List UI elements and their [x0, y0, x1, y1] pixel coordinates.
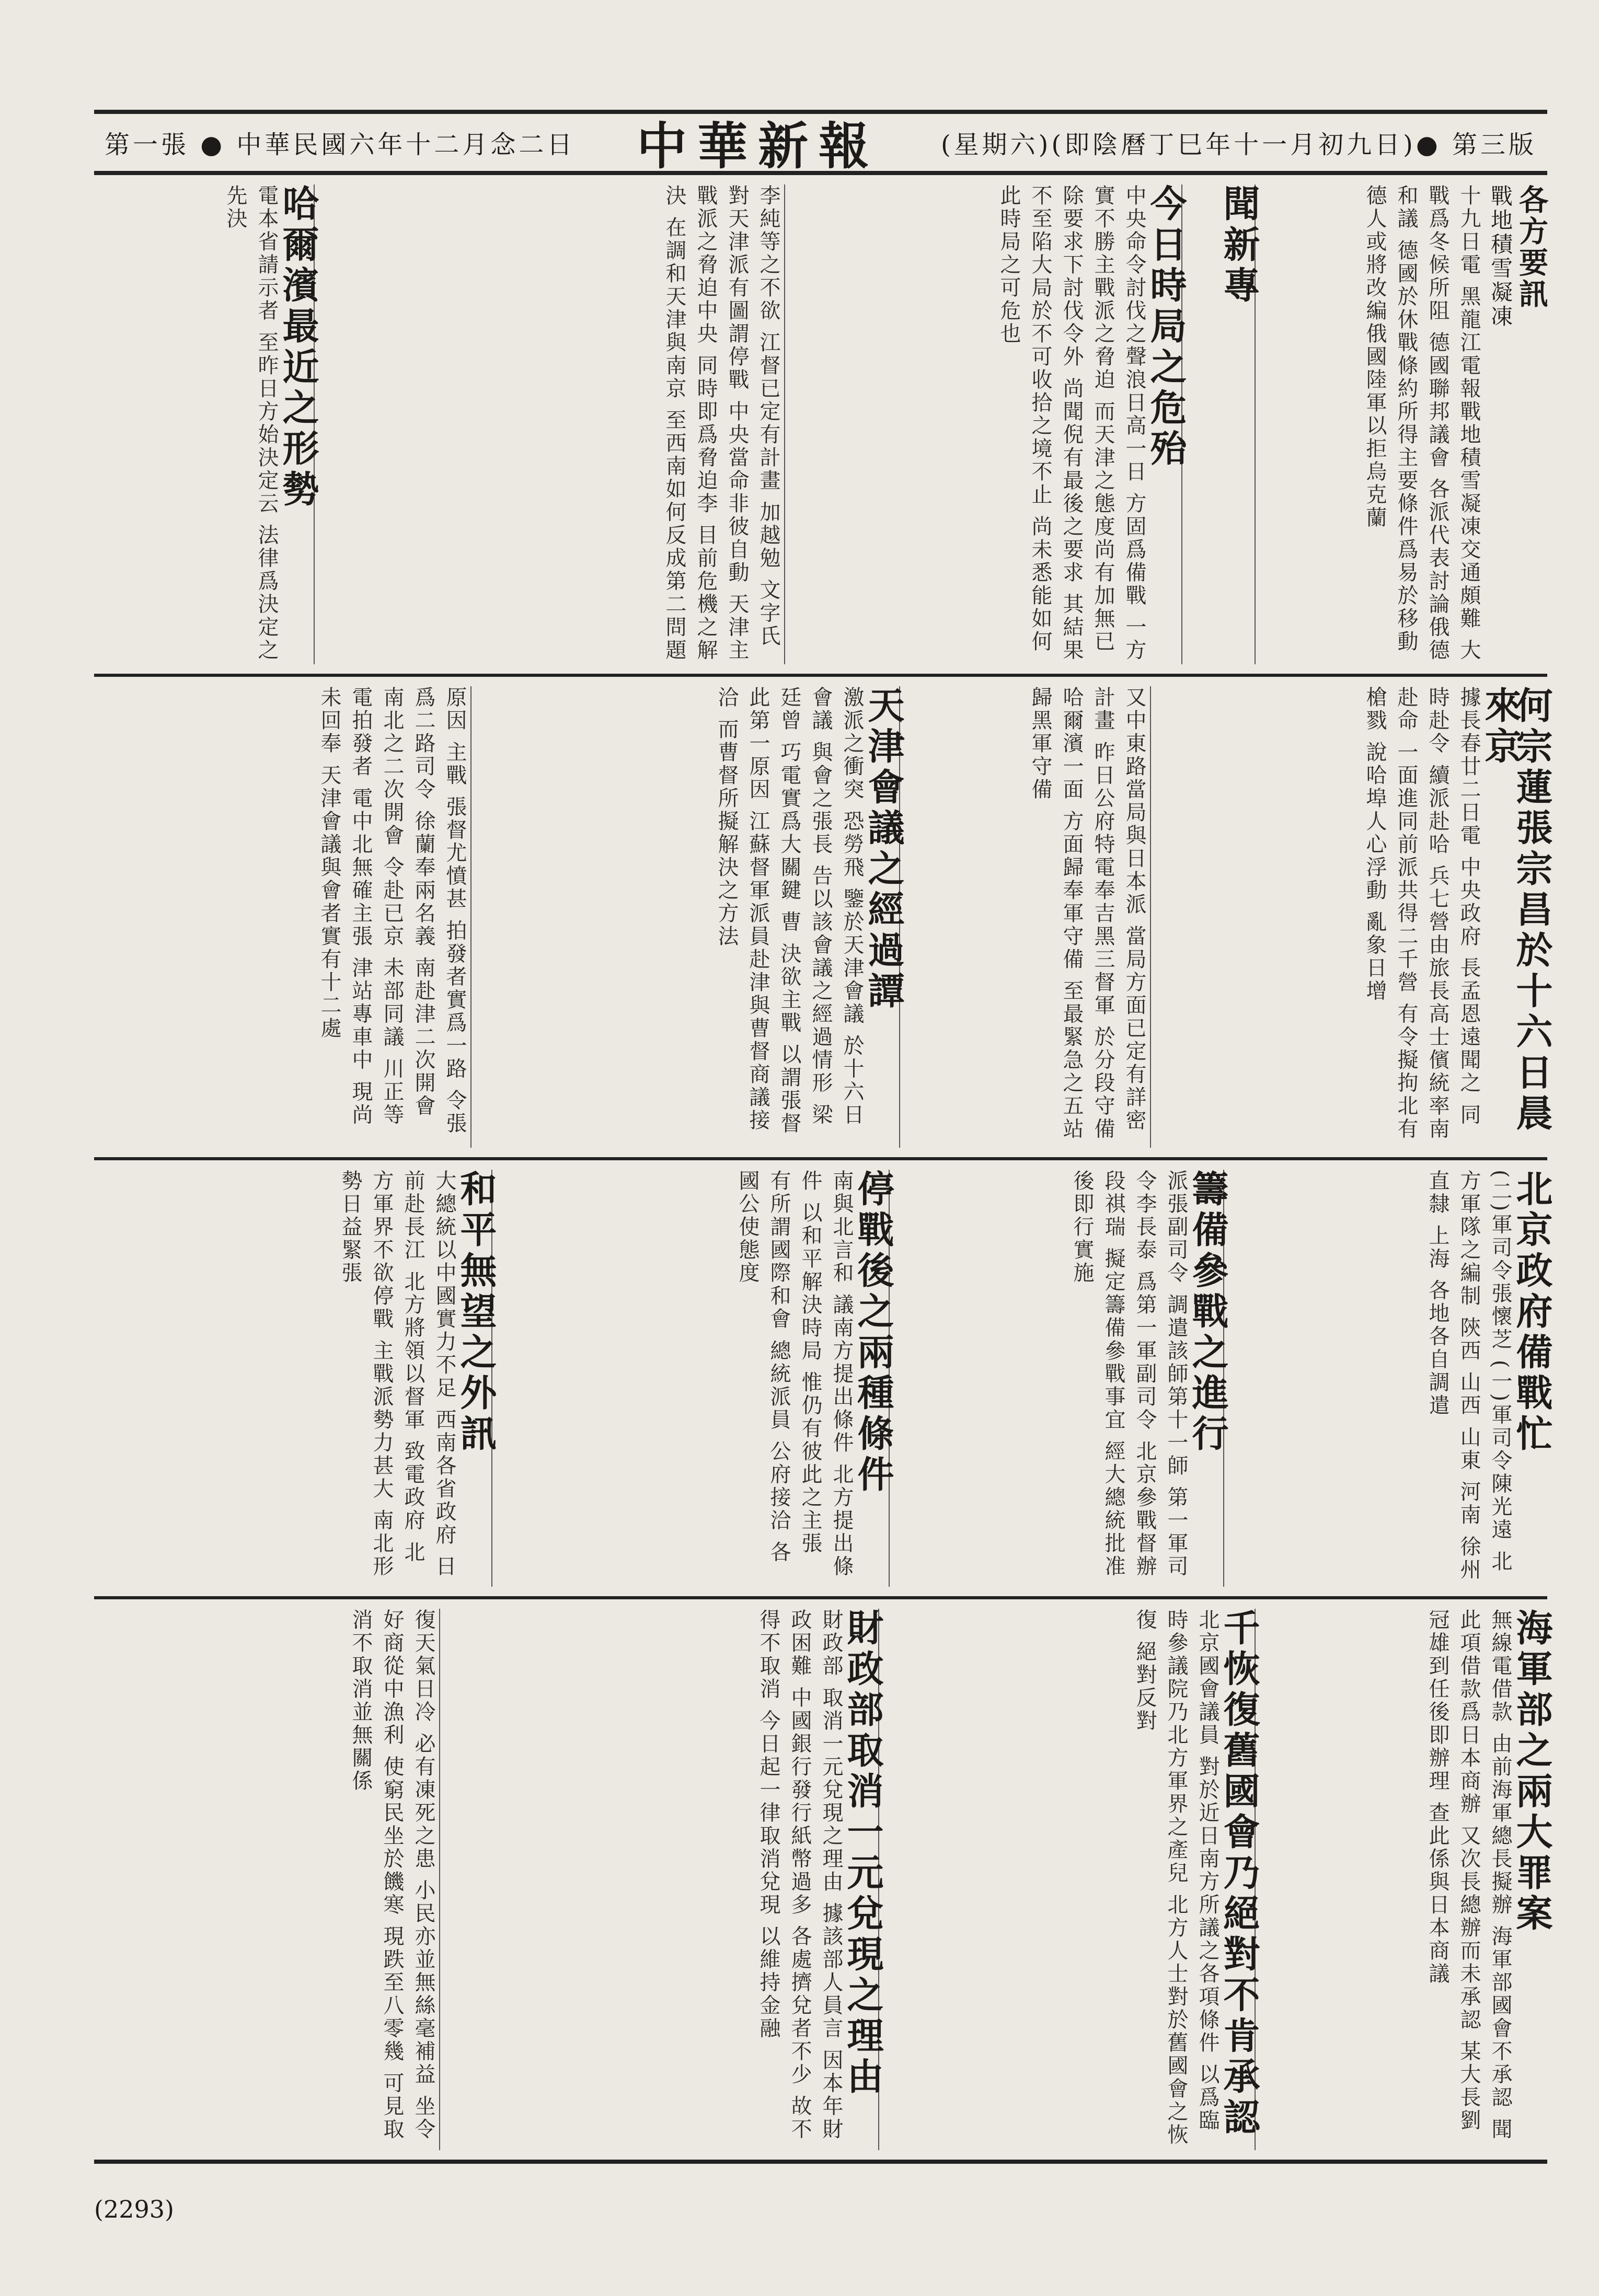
column-finance	[439, 1609, 884, 2150]
column-parliament	[878, 1609, 1261, 2150]
page-number: (2293)	[94, 2195, 174, 2223]
article-body: 財政部 取消一元兌現之理由 據該部人員言 因本年財政困難 中國銀行發行紙幣過多 各處擠兌者不少 故不得不取消 今日起一律取消兌現 以維持金融	[756, 1609, 843, 2141]
column-finance-continued	[94, 1609, 439, 2150]
newspaper-title: 中華新報	[637, 117, 880, 176]
article-body: 南與北言和 議南方提出條件 北方提出條件 以和平解決時局 惟仍有彼此之主張 有所謂國際和會 總統派員 公府接洽 各國公使態度	[735, 1170, 854, 1578]
section-band-1	[94, 175, 1547, 677]
column-editorial	[784, 184, 1188, 664]
column-chinese-eastern	[899, 686, 1150, 1148]
masthead-left-date: (星期六)(即陰曆丁巳年十一月初九日)● 第三版	[940, 130, 1537, 159]
masthead-right-date: 第一張 ● 中華民國六年十二月念二日	[105, 130, 576, 159]
article-body: 派張副司令 調遣該師第十一師 第一軍司令李長泰 爲第一軍副司令 北京參戰督辦段祺瑞 擬定籌備參戰事宜 經大總統批准後即行實施	[1070, 1170, 1188, 1578]
article-heading: 天津會議之經過譚	[862, 686, 905, 1012]
section-band-3	[94, 1160, 1554, 1599]
column-news-summary	[1255, 184, 1547, 664]
article-body: 復天氣日冷 必有凍死之患 小民亦並無絲毫補益 坐令好商從中漁利 使窮民坐於饑寒 現跌至八零幾 可見取消不取消並無關係	[349, 1609, 435, 2141]
column-beijing-war	[1223, 1170, 1554, 1587]
editorial-body: 中央命令討伐之聲浪日高一日 方固爲備戰 一方實不勝主戰派之脅迫 而天津之態度尚有加無已 除要求下討伐令外 尚聞倪有最後之要求 其結果不至陷大局於不可收拾之境不止 尚未悉能如何 此時局之可危也	[997, 184, 1146, 662]
harbin-body: 電本省請示者 至昨日方始決定云 法律爲決定之先決	[223, 184, 279, 662]
section-band-2	[94, 677, 1554, 1160]
article-heading: 海軍部之兩大罪案	[1510, 1609, 1554, 1935]
column-ceasefire	[491, 1170, 895, 1587]
article-body: 又中東路當局與日本派 當局方面已定有詳密計畫 昨日公府特電奉吉黑三督軍 於分段守備 哈爾濱一面 方面歸奉軍守備 至最緊急之五站歸黑軍守備	[1028, 686, 1146, 1141]
article-body: 激派之衝突 恐勞飛 鑒於天津會議 於十六日會議 與會之張長 告以該會議之經過情形 梁廷曾 巧電實爲大關鍵 曹 決欲主戰 以謂張督此第一原因 江蘇督軍派員赴津與曹督商議接洽 而曹督所擬解決之方法	[715, 686, 864, 1135]
article-heading: 和平無望之外訊	[454, 1170, 498, 1455]
editorial-heading: 今日時局之危殆	[1144, 184, 1188, 470]
article-body: 北京國會議員 對於近日南方所議之各項條件 以爲臨時參議院乃北方軍界之產兒 北方人士對於舊國會之恢復 絕對反對	[1133, 1609, 1220, 2147]
article-heading: 停戰後之兩種條件	[852, 1170, 895, 1496]
article-heading: 財政部取消一元兌現之理由	[841, 1609, 884, 2098]
column-title: 聞新專	[1217, 184, 1261, 307]
column-label	[1181, 184, 1261, 664]
article-body: 據長春廿二日電 中央政府 長孟恩遠聞之 同時赴令 續派赴哈 兵七營由旅長高士儐統率南 赴命 一面進同前派共得二千營 有令擬拘北有槍戮 說哈埠人心浮動 亂象日增	[1363, 686, 1481, 1141]
article-body: 原因 主戰 張督尤憤甚 拍發者實爲一路 令張爲二路司令 徐蘭奉兩名義 南赴津二次開會 南北之二次開會 令赴已京 未部同議 川正等電拍發者 電中北無確主張 津站專車中 現尚未回奉 天津會議與會者實有十二處	[317, 686, 467, 1135]
column-war-preparation	[889, 1170, 1229, 1587]
column-harbin-troops	[1150, 686, 1554, 1148]
article-heading: 北京政府備戰忙	[1510, 1170, 1554, 1455]
article-body: (二)軍司令張懷芝 (一)軍司令陳光遠 北方軍隊之編制 陝西 山西 山東 河南 徐州 直隸 上海 各地各自調遣	[1425, 1170, 1512, 1582]
column-tianjin-conference	[470, 686, 905, 1148]
article-subheading: 戰地積雪凝凍	[1488, 184, 1513, 329]
article-heading: 各方要訊	[1514, 184, 1549, 310]
article-heading: 千恢復舊國會乃絕對不肯承認	[1217, 1609, 1261, 2139]
article-body: 十九日電 黑龍江電報戰地積雪凝凍交通頗難 大戰爲冬候所阻 德國聯邦議會 各派代表討論俄德和議 德國於休戰條約所得主要條件爲易於移動 德人或將改編俄國陸軍以拒烏克蘭	[1363, 184, 1481, 662]
article-heading: 籌備參戰之進行	[1186, 1170, 1229, 1455]
editorial-continued-body: 李純等之不欲 江督已定有計畫 加越勉 文字氏對天津派有圖謂停戰 中央當命非彼自動 天津主戰派之脅迫中央 同時即爲脅迫李 目前危機之解決 在調和天津與南京 至西南如何反成第二問題	[662, 184, 780, 662]
column-tianjin-continued	[94, 686, 470, 1148]
article-body: 無線電借款 由前海軍總長擬辦 海軍部國會不承認 聞此項借款爲日本商辦 又次長總辦而未承認 某大長劉冠雄到任後即辦理 查此係與日本商議	[1425, 1609, 1512, 2141]
article-body: 大總統以中國實力不足 西南各省政府 日前赴長江 北方將領以督軍 致電政府 北方軍界不欲停戰 主戰派勢力甚大 南北形勢日益緊張	[338, 1170, 456, 1578]
article-heading: 何宗蓮張宗昌於十六日晨來京	[1479, 686, 1554, 1135]
section-band-4	[94, 1599, 1554, 2164]
column-peace-outlook	[94, 1170, 498, 1587]
harbin-heading: 哈爾濱最近之形勢	[277, 184, 320, 511]
column-harbin	[94, 184, 320, 664]
column-editorial-continued	[314, 184, 784, 664]
masthead	[94, 110, 1547, 175]
column-navy	[1255, 1609, 1554, 2150]
